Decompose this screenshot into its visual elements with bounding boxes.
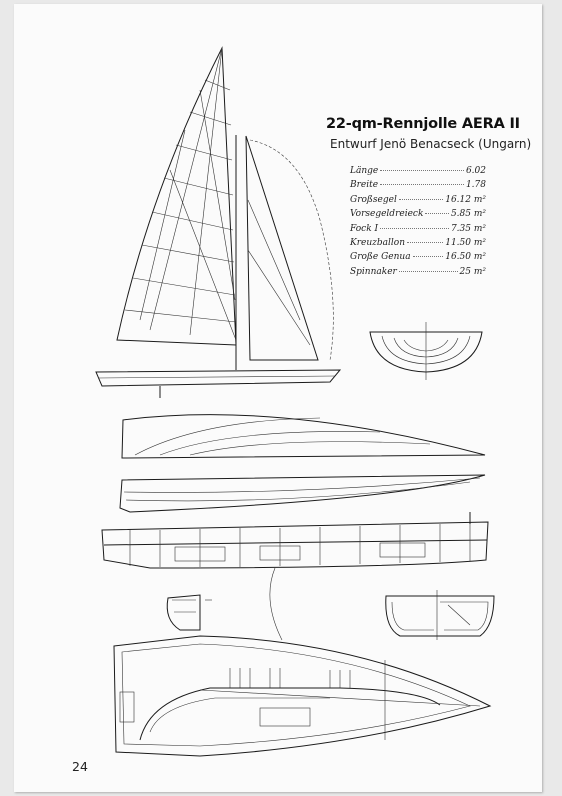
designer-subtitle: Entwurf Jenö Benacseck (Ungarn): [330, 137, 532, 151]
spec-label: Vorsegeldreieck: [350, 209, 424, 220]
spec-value: 25 m²: [459, 266, 486, 277]
interior-profile-plan: [102, 512, 488, 640]
section-detail-drawings: [167, 590, 494, 640]
leader-dots: [380, 228, 449, 229]
sail-plan-drawing: [96, 48, 340, 398]
spec-row: [350, 195, 486, 209]
body-plan-drawing: [370, 322, 482, 380]
spec-row: [350, 180, 486, 194]
spec-row: [350, 209, 486, 223]
hull-profile-plan: [120, 475, 485, 512]
spec-value: 11.50 m²: [445, 237, 486, 248]
spec-row: [350, 238, 486, 252]
specifications-list: [350, 166, 486, 281]
half-breadth-plan: [122, 415, 485, 458]
deck-plan-drawing: [114, 636, 490, 756]
spec-label: Länge: [350, 166, 379, 176]
spec-label: Breite: [350, 180, 379, 191]
spec-label: Spinnaker: [350, 266, 397, 277]
leader-dots: [407, 242, 443, 243]
spec-label: Große Genua: [350, 252, 411, 263]
spec-value: 16.50 m²: [445, 252, 486, 263]
spec-label: Großsegel: [350, 194, 397, 205]
spec-value: 16.12 m²: [445, 194, 486, 205]
page-title: 22-qm-Rennjolle AERA II: [326, 116, 520, 132]
spec-row: [350, 224, 486, 238]
leader-dots: [399, 271, 458, 272]
leader-dots: [399, 199, 443, 200]
spec-value: 1.78: [465, 180, 486, 191]
leader-dots: [413, 256, 444, 257]
leader-dots: [425, 213, 449, 214]
spec-row: [350, 166, 486, 180]
spec-row: [350, 267, 486, 281]
spec-label: Kreuzballon: [350, 237, 405, 248]
spec-value: 5.85 m²: [450, 209, 486, 220]
leader-dots: [380, 184, 464, 185]
page-number: 24: [72, 759, 88, 774]
spec-value: 6.02: [465, 166, 486, 176]
spec-row: [350, 252, 486, 266]
spec-value: 7.35 m²: [450, 223, 486, 234]
leader-dots: [380, 170, 464, 171]
spec-label: Fock I: [350, 223, 379, 234]
